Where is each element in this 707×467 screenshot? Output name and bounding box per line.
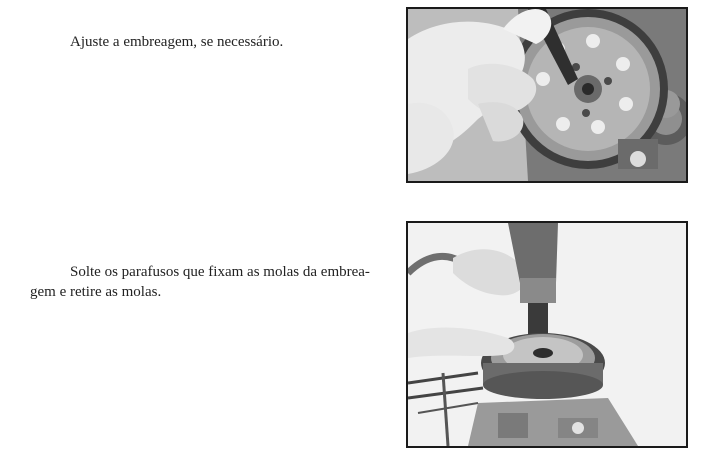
instruction-text-2-line-2: gem e retire as molas. [30,284,162,300]
clutch-adjustment-illustration [408,9,686,181]
instruction-paragraph-1 [30,32,380,52]
instruction-paragraph-2 [30,262,380,302]
clutch-adjustment-photo [406,7,688,183]
spring-removal-illustration [408,223,686,446]
instruction-text-1: Ajuste a embreagem, se necessário. [70,34,284,50]
instruction-text-2-line-1: Solte os parafusos que fixam as molas da embrea- [70,264,370,280]
spring-removal-photo [406,221,688,448]
